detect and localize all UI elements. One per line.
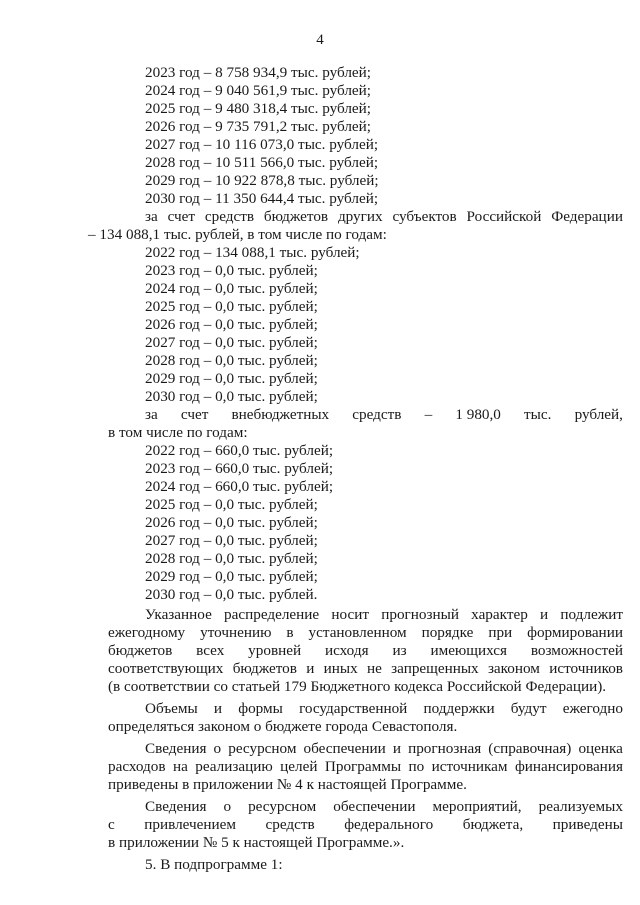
word: привлечением xyxy=(144,816,237,833)
year-line: 2029 год – 10 922 878,8 тыс. рублей; xyxy=(145,172,379,189)
word: (справочная) xyxy=(488,740,572,757)
word: с xyxy=(108,816,115,833)
word: Объемы xyxy=(145,700,198,717)
word: имеющихся xyxy=(430,642,507,659)
word: бюджетов xyxy=(232,660,297,677)
subprogram-heading: 5. В подпрограмме 1: xyxy=(145,856,283,873)
year-line: 2025 год – 0,0 тыс. рублей; xyxy=(145,496,318,513)
word: распределение xyxy=(224,606,320,623)
text-line xyxy=(108,606,623,624)
word: на xyxy=(172,758,188,775)
extra-budget-heading xyxy=(108,406,623,424)
year-line: 2028 год – 0,0 тыс. рублей; xyxy=(145,352,318,369)
word: государственной xyxy=(299,700,408,717)
word: средств xyxy=(352,406,402,423)
word: и xyxy=(540,606,549,623)
year-line: 2028 год – 10 511 566,0 тыс. рублей; xyxy=(145,154,379,171)
year-line: 2023 год – 8 758 934,9 тыс. рублей; xyxy=(145,64,372,81)
word: обеспечении xyxy=(333,798,416,815)
word: уровней xyxy=(248,642,302,659)
year-line: 2027 год – 10 116 073,0 тыс. рублей; xyxy=(145,136,379,153)
word: источников xyxy=(549,660,623,677)
text-line xyxy=(108,740,623,758)
word: источникам xyxy=(431,758,508,775)
year-line: 2023 год – 660,0 тыс. рублей; xyxy=(145,460,334,477)
text-line xyxy=(108,624,623,642)
word: возможностей xyxy=(530,642,623,659)
word: субъектов xyxy=(392,208,457,225)
word: носит xyxy=(331,606,369,623)
other-subjects-funding xyxy=(88,208,623,244)
funding-by-year-list-other-subjects xyxy=(108,244,623,406)
year-line: 2022 год – 660,0 тыс. рублей; xyxy=(145,442,334,459)
funding-by-year-list-regional xyxy=(108,64,623,208)
text-line xyxy=(108,798,623,816)
word: финансирования xyxy=(514,758,623,775)
word: реализуемых xyxy=(538,798,623,815)
year-line: 2027 год – 0,0 тыс. рублей; xyxy=(145,334,318,351)
word: поддержки xyxy=(423,700,495,717)
word: Сведения xyxy=(145,740,207,757)
year-line: 2029 год – 0,0 тыс. рублей; xyxy=(145,568,318,585)
word: Российской xyxy=(466,208,542,225)
text-line xyxy=(108,700,623,718)
text-line: приведены в приложении № 4 к настоящей Программе. xyxy=(108,776,467,793)
word: о xyxy=(213,740,222,757)
word: – xyxy=(424,406,433,423)
word: запрещенных xyxy=(391,660,479,677)
word: реализацию xyxy=(195,758,273,775)
word: не xyxy=(367,660,382,677)
year-line: 2025 год – 9 480 318,4 тыс. рублей; xyxy=(145,100,372,117)
year-line: 2030 год – 0,0 тыс. рублей; xyxy=(145,388,318,405)
word: тыс. xyxy=(524,406,552,423)
word: установленном xyxy=(308,624,407,641)
word: федерального xyxy=(344,816,434,833)
word: и xyxy=(392,740,401,757)
word: прогнозный xyxy=(381,606,459,623)
word: порядке xyxy=(421,624,474,641)
word: внебюджетных xyxy=(231,406,330,423)
word: бюджетов xyxy=(263,208,329,225)
word: приведены xyxy=(552,816,623,833)
word: за xyxy=(145,406,158,423)
word: и xyxy=(306,660,315,677)
year-line: 2025 год – 0,0 тыс. рублей; xyxy=(145,298,318,315)
year-line: 2022 год – 134 088,1 тыс. рублей; xyxy=(145,244,360,261)
word: уточнению xyxy=(200,624,272,641)
paragraph-resources xyxy=(108,740,623,794)
word: обеспечении xyxy=(303,740,386,757)
word: и xyxy=(213,700,223,717)
year-line: 2026 год – 9 735 791,2 тыс. рублей; xyxy=(145,118,372,135)
word: ежегодному xyxy=(108,624,186,641)
year-line: 2024 год – 0,0 тыс. рублей; xyxy=(145,280,318,297)
word: Сведения xyxy=(145,798,207,815)
text-line: определяться законом о бюджете города Севастополя. xyxy=(108,718,458,735)
year-line: 2028 год – 0,0 тыс. рублей; xyxy=(145,550,318,567)
year-line: 2026 год – 0,0 тыс. рублей; xyxy=(145,316,318,333)
paragraph-federal xyxy=(108,798,623,852)
word: средств xyxy=(265,816,315,833)
year-line: 2030 год – 0,0 тыс. рублей. xyxy=(145,586,318,603)
word: других xyxy=(337,208,383,225)
year-line: 2026 год – 0,0 тыс. рублей; xyxy=(145,514,318,531)
word: бюджета, xyxy=(462,816,524,833)
word: о xyxy=(223,798,232,815)
word: формировании xyxy=(527,624,623,641)
word: бюджетов xyxy=(108,642,173,659)
word: характер xyxy=(471,606,528,623)
year-line: 2030 год – 11 350 644,4 тыс. рублей; xyxy=(145,190,379,207)
text-line xyxy=(108,758,623,776)
word: рублей, xyxy=(574,406,623,423)
funding-by-year-list-extra-budget xyxy=(108,442,623,604)
word: счет xyxy=(167,208,196,225)
word: подлежит xyxy=(560,606,623,623)
text-line xyxy=(108,642,623,660)
word: за xyxy=(145,208,158,225)
page-number: 4 xyxy=(316,32,324,48)
word: Федерации xyxy=(551,208,623,225)
word: ежегодно xyxy=(562,700,623,717)
paragraph-support xyxy=(108,700,623,736)
word: ресурсном xyxy=(248,798,317,815)
other-subjects-heading xyxy=(88,208,623,226)
word: Указанное xyxy=(145,606,212,623)
word: целей xyxy=(280,758,318,775)
word: формы xyxy=(238,700,283,717)
word: счет xyxy=(180,406,209,423)
extra-budget-subheading: в том числе по годам: xyxy=(108,424,248,441)
word: в xyxy=(286,624,294,641)
word: всех xyxy=(196,642,225,659)
word: иных xyxy=(323,660,358,677)
word: Программы xyxy=(324,758,402,775)
word: расходов xyxy=(108,758,166,775)
word: из xyxy=(392,642,407,659)
extra-budget-funding xyxy=(108,406,623,442)
word: по xyxy=(408,758,425,775)
word: исходя xyxy=(325,642,369,659)
year-line: 2024 год – 9 040 561,9 тыс. рублей; xyxy=(145,82,372,99)
year-line: 2024 год – 660,0 тыс. рублей; xyxy=(145,478,334,495)
year-line: 2027 год – 0,0 тыс. рублей; xyxy=(145,532,318,549)
text-line xyxy=(108,660,623,678)
word: ресурсном xyxy=(228,740,297,757)
year-line: 2029 год – 0,0 тыс. рублей; xyxy=(145,370,318,387)
word: прогнозная xyxy=(408,740,482,757)
word: соответствующих xyxy=(108,660,224,677)
word: средств xyxy=(204,208,255,225)
text-line xyxy=(108,816,623,834)
text-line: в приложении № 5 к настоящей Программе.». xyxy=(108,834,405,851)
word: оценка xyxy=(578,740,623,757)
text-line: (в соответствии со статьей 179 Бюджетного кодекса Российской Федерации). xyxy=(108,678,607,695)
word: будут xyxy=(510,700,547,717)
paragraph-distribution xyxy=(108,606,623,696)
word: 1 980,0 xyxy=(455,406,501,423)
word: при xyxy=(488,624,513,641)
word: законом xyxy=(487,660,540,677)
other-subjects-total: – 134 088,1 тыс. рублей, в том числе по годам: xyxy=(88,226,387,243)
word: мероприятий, xyxy=(432,798,522,815)
year-line: 2023 год – 0,0 тыс. рублей; xyxy=(145,262,318,279)
document-body xyxy=(88,64,623,874)
